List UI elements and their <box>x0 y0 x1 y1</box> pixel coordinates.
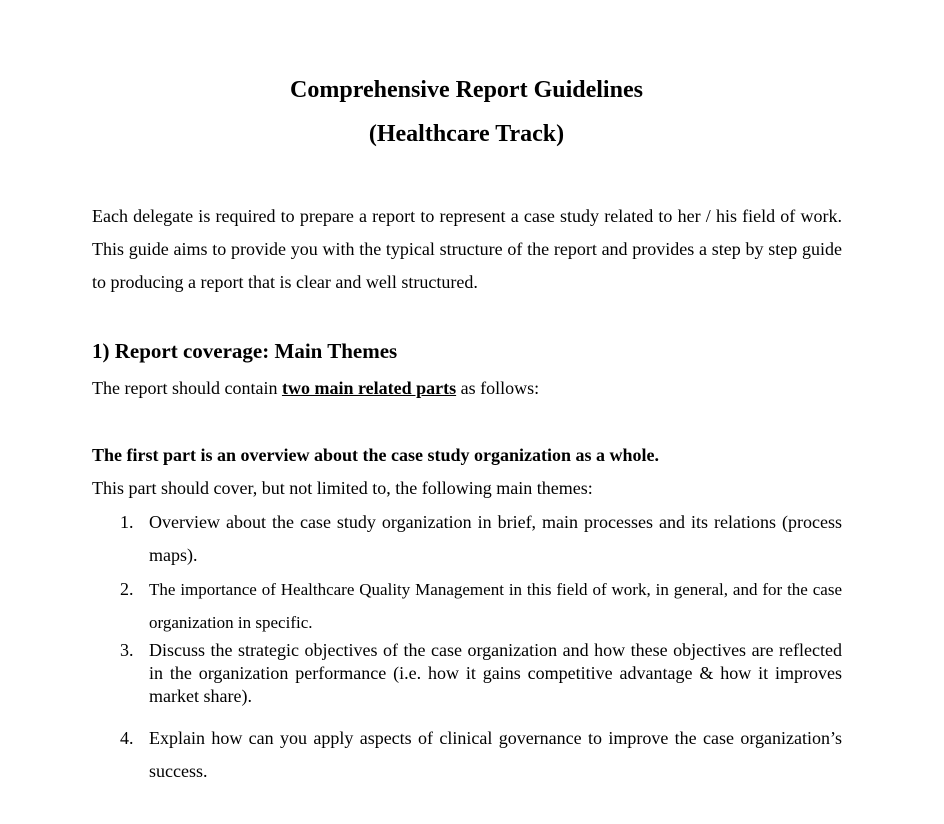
section-intro-emphasis: two main related parts <box>281 378 457 398</box>
list-item <box>120 722 842 788</box>
list-item-number: 2. <box>120 579 134 599</box>
list-item-text: Discuss the strategic objectives of the case organization and how these objectives are reflected in the organization performance (i.e. how it gains competitive advantage & how it improves market share). <box>149 640 842 706</box>
list-item <box>120 639 842 708</box>
first-part-intro: This part should cover, but not limited to, the following main themes: <box>92 478 593 498</box>
document-subtitle: (Healthcare Track) <box>368 121 565 147</box>
list-item <box>120 573 842 639</box>
section-intro-paragraph <box>92 374 539 402</box>
first-part-heading: The first part is an overview about the case study organization as a whole. <box>92 445 659 465</box>
section-heading-report-coverage: 1) Report coverage: Main Themes <box>92 339 398 363</box>
section-intro-text-before: The report should contain <box>92 378 282 398</box>
list-item-text: Explain how can you apply aspects of clinical governance to improve the case organization’s success. <box>149 728 842 781</box>
section-intro-text-after: as follows: <box>456 378 540 398</box>
list-item-number: 4. <box>120 728 134 748</box>
list-item-text: The importance of Healthcare Quality Management in this field of work, in general, and for the case organization in specific. <box>149 580 842 632</box>
list-item <box>120 506 842 572</box>
list-item-number: 3. <box>120 640 134 660</box>
document-title: Comprehensive Report Guidelines <box>290 77 643 103</box>
list-item-text: Overview about the case study organization in brief, main processes and its relations (process maps). <box>149 512 842 565</box>
intro-paragraph: Each delegate is required to prepare a report to represent a case study related to her / his field of work. This guide aims to provide you with the typical structure of the report and provides a step by step guide to producing a report that is clear and well structured. <box>92 206 842 292</box>
list-item-number: 1. <box>120 512 134 532</box>
